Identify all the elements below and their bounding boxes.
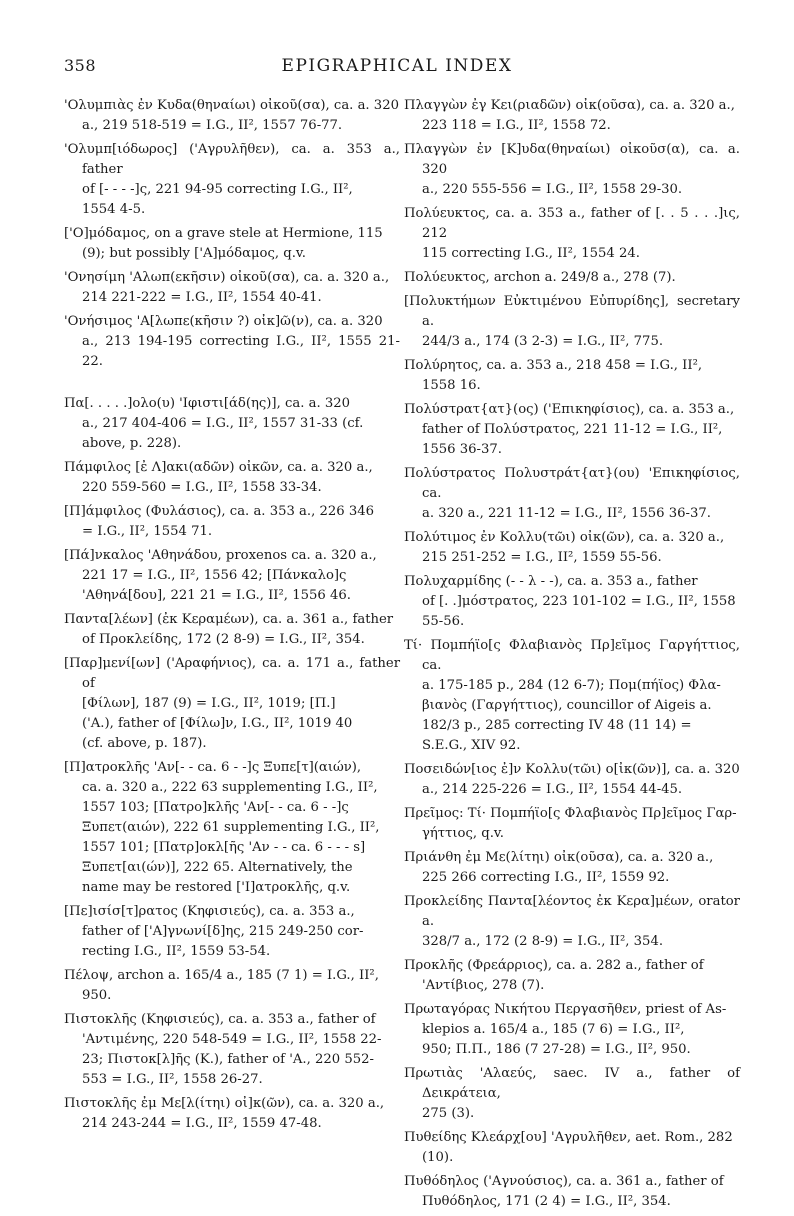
index-entry: ['O]μόδαμος, on a grave stele at Hermione, 115 (9); but possibly ['A]μόδαμος, q.v. <box>64 226 383 261</box>
left-column <box>64 96 400 1138</box>
index-entry: Πυθόδηλος ('Αγνούσιος), ca. a. 361 a., father of Πυθόδηλος, 171 (2 4) = I.G., II², 354. <box>404 1174 724 1209</box>
index-entry: Πλαγγὼν ἐν [K]υδα(θηναίωι) οἰκοῦσ(α), ca. a. 320 a., 220 555-556 = I.G., II², 1558 29-30. <box>404 142 740 197</box>
index-entry: Πολύτιμος ἐν Κολλυ(τῶι) οἰκ(ῶν), ca. a. 320 a., 215 251-252 = I.G., II², 1559 55-56. <box>404 530 725 565</box>
index-entry: Πάμφιλος [ἐ Λ]ακι(αδῶν) οἰκῶν, ca. a. 320 a., 220 559-560 = I.G., II², 1558 33-34. <box>64 460 373 495</box>
index-entry: Πρεῖμος: Τί· Πομπήϊο[ς Φλαβιανὸς Πρ]εῖμος Γαρ- γήττιος, q.v. <box>404 806 737 841</box>
index-entry: Πιστοκλῆς ἐμ Με[λ(ίτηι) οἰ]κ(ῶν), ca. a. 320 a., 214 243-244 = I.G., II², 1559 47-48. <box>64 1096 385 1131</box>
right-column <box>404 96 740 1216</box>
index-entry: Πιστοκλῆς (Κηφισιεύς), ca. a. 353 a., father of 'Αντιμένης, 220 548-549 = I.G., II², 1558 22- 23; Πιστοκ[λ]ῆς (K.), father of 'A., 220 552- 553 = I.G., II², 1558 26-27. <box>64 1012 382 1087</box>
index-entry: 'Ονησίμη 'Αλωπ(εκῆσιν) οἰκοῦ(σα), ca. a. 320 a., 214 221-222 = I.G., II², 1554 40-41. <box>64 270 390 305</box>
index-entry: [Παρ]μενί[ων] ('Αραφήνιος), ca. a. 171 a., father of [Φίλων], 187 (9) = I.G., II², 1019; [Π.] ('A.), father of [Φίλω]ν, I.G., II², 1019 40 (cf. above, p. 187). <box>64 656 400 751</box>
index-entry: Προκλῆς (Φρεάρριος), ca. a. 282 a., father of 'Αντίβιος, 278 (7). <box>404 958 704 993</box>
index-entry: [Π]άμφιλος (Φυλάσιος), ca. a. 353 a., 226 346 = I.G., II², 1554 71. <box>64 504 375 539</box>
running-head: EPIGRAPHICAL INDEX <box>281 56 513 76</box>
index-entry: [Πε]ισίσ[τ]ρατος (Κηφισιεύς), ca. a. 353 a., father of ['A]γνωνί[δ]ης, 215 249-250 cor- recting I.G., II², 1559 53-54. <box>64 904 364 959</box>
index-entry: [Π]ατροκλῆς 'Αν[- - ca. 6 - -]ς Ξυπε[τ](αιών), ca. a. 320 a., 222 63 supplementing I.G., II², 1557 103; [Πατρο]κλῆς 'Αν[- - ca. 6 - -]ς Ξυπετ(αιών), 222 61 supplementing I.G., II², 1557 101; [Πατρ]οκλ[ῆς 'Αν - - ca. 6 - - - s] Ξυπετ[αι(ών)], 222 65. Alternatively, the name may be restored ['I]ατροκλῆς, q.v. <box>64 760 380 895</box>
index-entry: Πρωταγόρας Νικήτου Περγασῆθεν, priest of As- klepios a. 165/4 a., 185 (7 6) = I.G., II², 950; Π.Π., 186 (7 27-28) = I.G., II², 950. <box>404 1002 727 1057</box>
index-entry: Πολύστρατος Πολυστράτ{ατ}(ου) 'Επικηφίσιος, ca. a. 320 a., 221 11-12 = I.G., II², 1556 36-37. <box>404 466 740 521</box>
index-entry: [Πολυκτήμων Εὐκτιμένου Εὐπυρίδης], secretary a. 244/3 a., 174 (3 2-3) = I.G., II², 775. <box>404 294 740 349</box>
index-entry: Πολυχαρμίδης (- - λ - -), ca. a. 353 a., father of [. .]μόστρατος, 223 101-102 = I.G., II², 1558 55-56. <box>404 574 736 629</box>
index-entry: Πρωτιὰς 'Αλαεύς, saec. IV a., father of Δεικράτεια, 275 (3). <box>404 1066 740 1121</box>
index-entry: Παντα[λέων] (ἐκ Κεραμέων), ca. a. 361 a., father of Προκλείδης, 172 (2 8-9) = I.G., II², 354. <box>64 612 394 647</box>
index-entry: Πολύευκτος, ca. a. 353 a., father of [. . 5 . . .]ις, 212 115 correcting I.G., II², 1554 24. <box>404 206 740 261</box>
index-entry: 'Ολυμπιὰς ἐν Κυδα(θηναίωι) οἰκοῦ(σα), ca. a. 320 a., 219 518-519 = I.G., II², 1557 76-77. <box>64 98 399 133</box>
index-entry: [Πά]νκαλος 'Αθηνάδου, proxenos ca. a. 320 a., 221 17 = I.G., II², 1556 42; [Πάνκαλο]ς 'Αθηνά[δου], 221 21 = I.G., II², 1556 46. <box>64 548 377 603</box>
index-entry: Ποσειδών[ιος ἐ]ν Κολλυ(τῶι) ο[ἰκ(ῶν)], ca. a. 320 a., 214 225-226 = I.G., II², 1554 44-45. <box>404 762 740 797</box>
index-entry: Πολύευκτος, archon a. 249/8 a., 278 (7). <box>404 270 676 285</box>
index-entry: Πλαγγὼν ἐγ Κει(ριαδῶν) οἰκ(οῦσα), ca. a. 320 a., 223 118 = I.G., II², 1558 72. <box>404 98 735 133</box>
index-entry: Πολύστρατ{ατ}(ος) ('Επικηφίσιος), ca. a. 353 a., father of Πολύστρατος, 221 11-12 = I.G., II², 1556 36-37. <box>404 402 735 457</box>
index-entry: Πέλοψ, archon a. 165/4 a., 185 (7 1) = I.G., II², 950. <box>64 968 379 1003</box>
index-entry: Πα[. . . . .]ολο(υ) 'Ιφιστι[άδ(ης)], ca. a. 320 a., 217 404-406 = I.G., II², 1557 31-33 (cf. above, p. 228). <box>64 396 364 451</box>
index-entry: Προκλείδης Παντα[λέοντος ἐκ Κερα]μέων, orator a. 328/7 a., 172 (2 8-9) = I.G., II², 354. <box>404 894 740 949</box>
index-entry: Τί· Πομπήϊο[ς Φλαβιανὸς Πρ]εῖμος Γαργήττιος, ca. a. 175-185 p., 284 (12 6-7); Πομ(πήϊος) Φλα- βιανὸς (Γαργήττιος), councillor of Aigeis a. 182/3 p., 285 correcting IV 48 (11 14) = S.E.G., XIV 92. <box>404 638 740 753</box>
index-entry: Πριάνθη ἐμ Με(λίτηι) οἰκ(οῦσα), ca. a. 320 a., 225 266 correcting I.G., II², 1559 92. <box>404 850 714 885</box>
index-entry: 'Ολυμπ[ιόδωρος] ('Αγρυλῆθεν), ca. a. 353 a., father of [- - - -]ς, 221 94-95 correcting I.G., II², 1554 4-5. <box>64 142 400 217</box>
index-entry: Πυθείδης Κλεάρχ[ου] 'Αγρυλῆθεν, aet. Rom., 282 (10). <box>404 1130 733 1165</box>
index-entry: 'Ονήσιμος 'Α[λωπε(κῆσιν ?) οἰκ]ῶ(ν), ca. a. 320 a., 213 194-195 correcting I.G., II², 1555 21-22. <box>64 314 400 369</box>
page-number: 358 <box>64 56 97 75</box>
index-entry: Πολύρητος, ca. a. 353 a., 218 458 = I.G., II², 1558 16. <box>404 358 703 393</box>
